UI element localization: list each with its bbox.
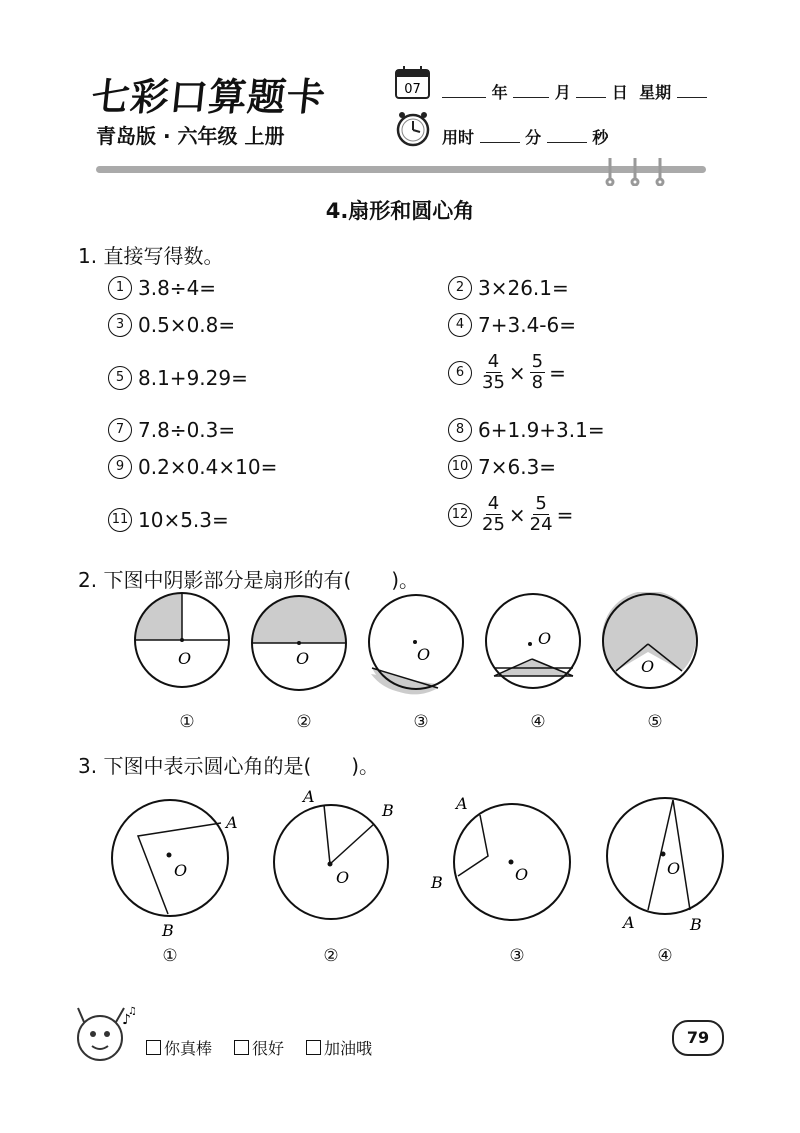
date-line	[442, 80, 707, 103]
day-label: 日	[611, 83, 628, 102]
operator: ×	[508, 502, 526, 527]
equals-sign: =	[549, 360, 566, 385]
point-b-label: B	[382, 801, 394, 820]
item-expression: 8.1+9.29=	[138, 366, 248, 390]
q2-figure-5	[602, 592, 697, 688]
equals-sign: =	[556, 502, 574, 527]
item-expression: 7×6.3=	[478, 455, 557, 479]
point-b-label: B	[690, 915, 702, 934]
day-blank[interactable]	[576, 83, 606, 98]
center-label: O	[641, 657, 655, 676]
time-label: 用时	[442, 128, 475, 147]
binder-rings-icon	[600, 158, 670, 186]
center-label: O	[178, 649, 192, 668]
q3-figures	[100, 782, 740, 942]
section-title: 4.扇形和圆心角	[325, 199, 475, 223]
item-number: 6	[448, 361, 472, 385]
question-3-prompt: 3. 下图中表示圆心角的是( )。	[78, 754, 380, 778]
q1-item-6	[448, 352, 566, 393]
item-expression: 6+1.9+3.1=	[478, 418, 605, 442]
question-1-prompt: 1. 直接写得数。	[78, 244, 224, 268]
q1-item-12	[448, 494, 573, 535]
item-number: 1	[108, 276, 132, 300]
item-expression: 7+3.4-6=	[478, 313, 576, 337]
mascot-icon	[70, 1002, 140, 1070]
q1-item-3	[108, 313, 235, 337]
time-line	[442, 125, 608, 148]
q3-label-3: ③	[509, 946, 525, 966]
item-number: 8	[448, 418, 472, 442]
seconds-blank[interactable]	[547, 128, 587, 143]
item-number: 5	[108, 366, 132, 390]
calendar-icon	[394, 64, 432, 100]
q2-label-1: ①	[179, 712, 195, 732]
clock-icon	[394, 110, 432, 148]
seconds-label: 秒	[592, 128, 609, 147]
item-number: 10	[448, 455, 472, 479]
q1-item-5	[108, 366, 248, 390]
fraction-2: $\frac{5}{24}$	[529, 493, 553, 535]
q1-item-7	[108, 418, 235, 442]
center-label: O	[538, 629, 552, 648]
center-label: O	[417, 645, 431, 664]
minutes-label: 分	[525, 128, 542, 147]
q1-item-2	[448, 276, 569, 300]
center-label: O	[174, 861, 188, 880]
question-2-prompt: 2. 下图中阴影部分是扇形的有( )。	[78, 568, 420, 592]
month-blank[interactable]	[513, 83, 549, 98]
q2-figure-1	[135, 593, 229, 687]
center-label: O	[515, 865, 529, 884]
item-expression: 10×5.3=	[138, 508, 229, 532]
option-label: 加油哦	[324, 1039, 373, 1058]
svg-text:♪: ♪	[122, 1012, 131, 1028]
q3-label-1: ①	[162, 946, 178, 966]
minutes-blank[interactable]	[480, 128, 520, 143]
item-number: 4	[448, 313, 472, 337]
center-label: O	[667, 859, 681, 878]
q1-item-4	[448, 313, 576, 337]
item-number: 7	[108, 418, 132, 442]
fraction-2: $\frac{5}{8}$	[531, 351, 544, 393]
weekday-blank[interactable]	[677, 83, 707, 98]
operator: ×	[508, 360, 526, 385]
q3-figure-3	[430, 794, 570, 920]
svg-text:♫: ♫	[128, 1006, 137, 1017]
point-a-label: A	[623, 913, 635, 932]
page-number: 79	[672, 1020, 724, 1056]
point-a-label: A	[303, 787, 315, 806]
q2-figure-2	[252, 596, 346, 690]
q1-item-9	[108, 455, 277, 479]
item-expression: 7.8÷0.3=	[138, 418, 236, 442]
checkbox	[306, 1040, 321, 1055]
item-number: 2	[448, 276, 472, 300]
calendar-number: 07	[404, 82, 421, 97]
checkbox	[146, 1040, 161, 1055]
center-label: O	[336, 868, 350, 887]
q3-figure-4	[607, 798, 723, 934]
point-a-label: A	[226, 813, 238, 832]
q3-label-2: ②	[323, 946, 339, 966]
rating-option-3[interactable]	[306, 1036, 372, 1059]
brand-logo: 七彩口算题卡	[89, 75, 328, 119]
point-b-label: B	[431, 873, 443, 892]
item-expression: 0.5×0.8=	[138, 313, 236, 337]
q1-item-8	[448, 418, 605, 442]
center-label: O	[296, 649, 310, 668]
item-expression: 0.2×0.4×10=	[138, 455, 278, 479]
year-label: 年	[491, 83, 508, 102]
weekday-label: 星期	[639, 83, 672, 102]
option-label: 很好	[252, 1039, 285, 1058]
item-number: 3	[108, 313, 132, 337]
q2-label-5: ⑤	[647, 712, 663, 732]
q2-label-3: ③	[413, 712, 429, 732]
checkbox	[234, 1040, 249, 1055]
q3-label-4: ④	[657, 946, 673, 966]
q3-figure-2	[274, 787, 394, 919]
item-number: 11	[108, 508, 132, 532]
item-number: 12	[448, 503, 472, 527]
fraction-1: $\frac{4}{35}$	[482, 351, 505, 393]
q1-item-10	[448, 455, 556, 479]
q2-figures	[120, 592, 720, 704]
grade-subtitle: 青岛版 · 六年级 上册	[96, 124, 285, 148]
rating-option-1[interactable]	[146, 1036, 212, 1059]
q2-figure-3	[369, 595, 463, 694]
point-a-label: A	[456, 794, 468, 813]
q2-label-4: ④	[530, 712, 546, 732]
month-label: 月	[554, 83, 571, 102]
fraction-1: $\frac{4}{25}$	[482, 493, 505, 535]
item-expression: 3×26.1=	[478, 276, 569, 300]
q3-figure-1	[112, 800, 238, 940]
item-expression: 3.8÷4=	[138, 276, 217, 300]
point-b-label: B	[162, 921, 174, 940]
item-number: 9	[108, 455, 132, 479]
q1-item-1	[108, 276, 216, 300]
option-label: 你真棒	[164, 1039, 213, 1058]
rating-option-2[interactable]	[234, 1036, 284, 1059]
year-blank[interactable]	[442, 83, 486, 98]
q2-figure-4	[486, 594, 580, 698]
q2-label-2: ②	[296, 712, 312, 732]
q1-item-11	[108, 508, 229, 532]
